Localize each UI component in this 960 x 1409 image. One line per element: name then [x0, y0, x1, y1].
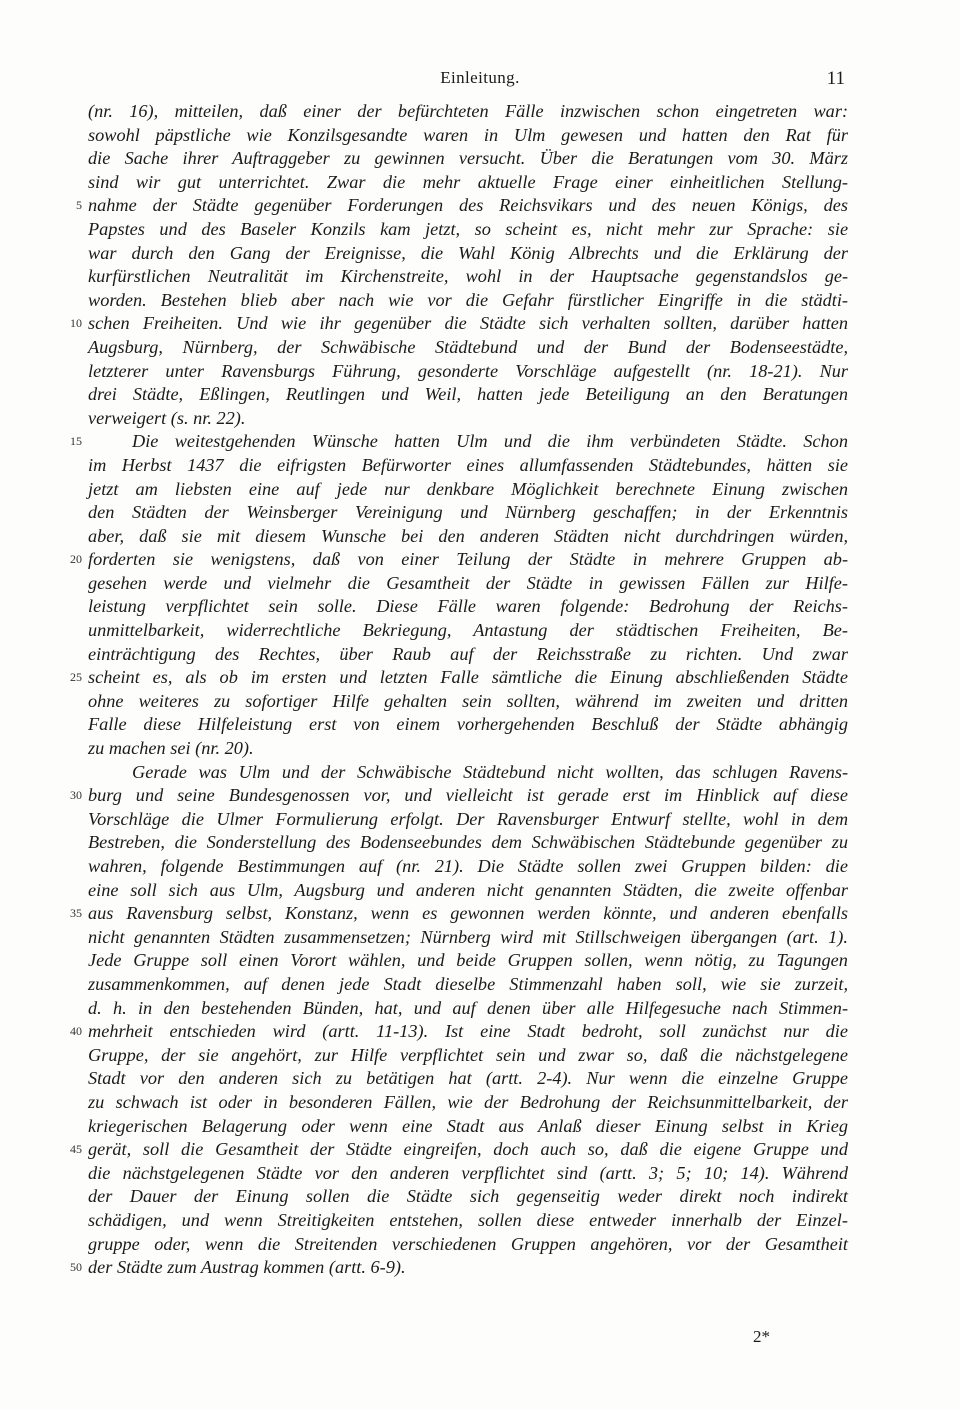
line-text: unmittelbarkeit, widerrechtliche Bekriegung, Antastung der städtischen Freiheiten, Be- [88, 620, 848, 641]
text-line [88, 171, 848, 195]
text-line [88, 218, 848, 242]
text-line [88, 997, 848, 1021]
line-text: kriegerischen Belagerung oder wenn eine Stadt aus Anlaß dieser Einung selbst in Krieg [88, 1115, 848, 1136]
text-line [88, 242, 848, 266]
line-text: war durch den Gang der Ereignisse, die Wahl König Albrechts und die Erklärung der [88, 242, 849, 263]
text-line [70, 784, 848, 808]
text-line [88, 1209, 848, 1233]
line-text: sowohl päpstliche wie Konzilsgesandte waren in Ulm gewesen und hatten den Rat für [88, 124, 848, 145]
line-text: die nächstgelegenen Städte vor den anderen verpflichtet sind (artt. 3; 5; 10; 14). Während [88, 1162, 848, 1183]
line-text: verweigert (s. nr. 22). [88, 407, 246, 428]
line-text: einträchtigung des Rechtes, über Raub auf der Reichsstraße zu richten. Und zwar [88, 643, 848, 664]
text-line [70, 1256, 848, 1280]
text-line [76, 194, 848, 218]
text-line [88, 289, 848, 313]
text-line [88, 926, 848, 950]
line-text: gruppe oder, wenn die Streitenden verschiedenen Gruppen angehören, vor der Gesamtheit [88, 1233, 848, 1254]
line-number: 10 [70, 316, 82, 331]
line-text: Stadt vor den anderen sich zu betätigen hat (artt. 2-4). Nur wenn die einzelne Gruppe [88, 1068, 848, 1089]
text-line [70, 430, 848, 454]
text-line [88, 478, 848, 502]
line-text: zusammenkommen, auf denen jede Stadt dieselbe Stimmenzahl haben soll, wie sie zurzeit, [88, 973, 849, 994]
line-text: sind wir gut unterrichtet. Zwar die mehr aktuelle Frage einer einheitlichen Stellung- [88, 171, 848, 192]
line-text: nicht genannten Städten zusammensetzen; Nürnberg wird mit Stillschweigen übergangen (art. 1). [88, 926, 848, 947]
line-text: ohne weiteres zu sofortiger Hilfe gehalten sein sollten, während im zweiten und dritten [88, 690, 848, 711]
text-line [88, 879, 848, 903]
text-line [88, 1185, 848, 1209]
line-text: leistung verpflichtet sein solle. Diese Fälle waren folgende: Bedrohung der Reichs- [88, 596, 848, 617]
text-line [70, 902, 849, 926]
text-line [88, 407, 848, 431]
text-line [88, 525, 848, 549]
line-number: 45 [70, 1142, 82, 1157]
line-text: gerät, soll die Gesamtheit der Städte eingreifen, doch auch so, daß die eigene Gruppe und [88, 1139, 848, 1160]
body-text [70, 100, 849, 1280]
line-number: 15 [70, 434, 82, 449]
line-number: 35 [70, 906, 82, 921]
line-text: Gerade was Ulm und der Schwäbische Städtebund nicht wollten, das schlugen Ravens- [132, 761, 849, 782]
line-text: der Dauer der Einung sollen die Städte sich gegenseitig weder direkt noch indirekt [88, 1186, 848, 1207]
running-head: Einleitung. [440, 68, 520, 87]
line-text: kurfürstlichen Neutralität im Kirchenstreite, wohl in der Hauptsache gegenstandslos ge- [88, 266, 849, 287]
text-line [88, 1115, 848, 1139]
line-text: die Sache ihrer Auftraggeber zu gewinnen versucht. Über die Beratungen vom 30. März [88, 148, 848, 169]
text-line [88, 619, 848, 643]
text-line [88, 737, 848, 761]
line-number: 25 [70, 670, 82, 685]
signature-mark: 2* [753, 1327, 770, 1346]
line-text: mehrheit entschieden wird (artt. 11-13). Ist eine Stadt bedroht, soll zunächst nur die [88, 1021, 848, 1042]
line-text: jetzt am liebsten eine auf jede nur denkbare Möglichkeit berechnete Einung zwischen [88, 478, 848, 499]
line-text: den Städten der Weinsberger Vereinigung und Nürnberg geschaffen; in der Erkenntnis [88, 502, 849, 523]
line-text: nahme der Städte gegenüber Forderungen des Reichsvikars und des neuen Königs, des [88, 195, 848, 216]
line-text: der Städte zum Austrag kommen (artt. 6-9). [88, 1257, 406, 1278]
text-line [88, 595, 848, 619]
text-line [88, 949, 848, 973]
text-line [88, 1044, 848, 1068]
text-line [88, 572, 848, 596]
line-text: schädigen, und wenn Streitigkeiten entstehen, sollen diese entweder innerhalb der Einzel- [88, 1209, 848, 1230]
text-line [88, 643, 848, 667]
text-line [88, 831, 848, 855]
line-text: schen Freiheiten. Und wie ihr gegenüber die Städte sich verhalten sollten, darüber hatten [88, 313, 849, 334]
text-line [88, 690, 848, 714]
line-number: 40 [70, 1024, 82, 1039]
page-number: 11 [826, 68, 845, 89]
line-text: Gruppe, der sie angehört, zur Hilfe verpflichtet sein und zwar so, daß die nächstgelegene [88, 1044, 849, 1065]
text-line [88, 713, 848, 737]
line-text: forderten sie wenigstens, daß von einer Teilung der Städte in mehrere Gruppen ab- [88, 549, 849, 570]
text-line [88, 454, 848, 478]
text-line [88, 761, 848, 785]
line-text: letzterer unter Ravensburgs Führung, gesonderte Vorschläge aufgestellt (nr. 18-21). Nur [88, 360, 849, 381]
text-line [88, 973, 848, 997]
line-text: zu machen sei (nr. 20). [88, 738, 254, 759]
text-line [70, 548, 849, 572]
text-line [88, 501, 848, 525]
text-line [88, 124, 848, 148]
line-text: aus Ravensburg selbst, Konstanz, wenn es gewonnen werden könnte, und anderen ebenfalls [88, 903, 849, 924]
text-line [88, 1091, 848, 1115]
text-line [70, 1138, 848, 1162]
line-text: Falle diese Hilfeleistung erst von einem vorhergehenden Beschluß der Städte abhängig [88, 714, 848, 735]
text-line [70, 312, 849, 336]
text-line [88, 147, 848, 171]
line-text: zu schwach ist oder in besonderen Fällen, wie der Bedrohung der Reichsunmittelbarkeit, der [88, 1091, 848, 1112]
line-text: Die weitestgehenden Wünsche hatten Ulm und die ihm verbündeten Städte. Schon [132, 431, 848, 452]
line-number: 50 [70, 1260, 82, 1275]
line-text: (nr. 16), mitteilen, daß einer der befürchteten Fälle inzwischen schon eingetreten war: [88, 101, 849, 121]
text-line [88, 1233, 848, 1257]
text-line [88, 336, 848, 360]
line-text: Papstes und des Baseler Konzils kam jetzt, so scheint es, nicht mehr zur Sprache: sie [88, 218, 849, 239]
line-text: worden. Bestehen blieb aber nach wie vor die Gefahr fürstlicher Eingriffe in die städti- [88, 289, 848, 310]
line-text: gesehen werde und vielmehr die Gesamtheit der Städte in gewissen Fällen zur Hilfe- [88, 572, 848, 593]
text-line [88, 808, 848, 832]
line-text: d. h. in den bestehenden Bünden, hat, und auf denen über alle Hilfegesuche nach Stimmen- [88, 997, 849, 1018]
text-line [88, 383, 848, 407]
text-line [88, 100, 848, 124]
line-text: Augsburg, Nürnberg, der Schwäbische Städtebund und der Bund der Bodenseestädte, [88, 336, 849, 357]
line-text: im Herbst 1437 die eifrigsten Befürworter eines allumfassenden Städtebundes, hätten sie [88, 454, 849, 475]
line-text: scheint es, als ob im ersten und letzten Falle sämtliche die Einung abschließenden Städte [88, 667, 848, 688]
line-text: Bestreben, die Sonderstellung des Bodenseebundes dem Schwäbischen Städtebunde gegenüber zu [88, 832, 848, 853]
text-line [70, 666, 848, 690]
line-text: wahren, folgende Bestimmungen auf (nr. 21). Die Städte sollen zwei Gruppen bilden: die [88, 856, 848, 876]
line-number: 5 [76, 198, 82, 213]
text-line [88, 855, 848, 879]
line-text: eine soll sich aus Ulm, Augsburg und anderen nicht genannten Städten, die zweite offenbar [88, 879, 848, 900]
line-text: drei Städte, Eßlingen, Reutlingen und Weil, hatten jede Beteiligung an den Beratungen [88, 384, 848, 405]
line-text: Jede Gruppe soll einen Vorort wählen, und beide Gruppen sollen, wenn nötig, zu Tagungen [88, 950, 848, 971]
text-line [70, 1020, 848, 1044]
line-text: aber, daß sie mit diesem Wunsche bei den anderen Städten nicht durchdringen würden, [88, 525, 849, 546]
text-line [88, 265, 848, 289]
text-line [88, 1067, 848, 1091]
text-line [88, 1162, 848, 1186]
line-text: Vorschläge die Ulmer Formulierung erfolgt. Der Ravensburger Entwurf stellte, wohl in dem [88, 808, 849, 829]
line-number: 30 [70, 788, 82, 803]
line-number: 20 [70, 552, 82, 567]
line-text: burg und seine Bundesgenossen vor, und vielleicht ist gerade erst im Hinblick auf diese [88, 785, 848, 806]
text-line [88, 360, 848, 384]
